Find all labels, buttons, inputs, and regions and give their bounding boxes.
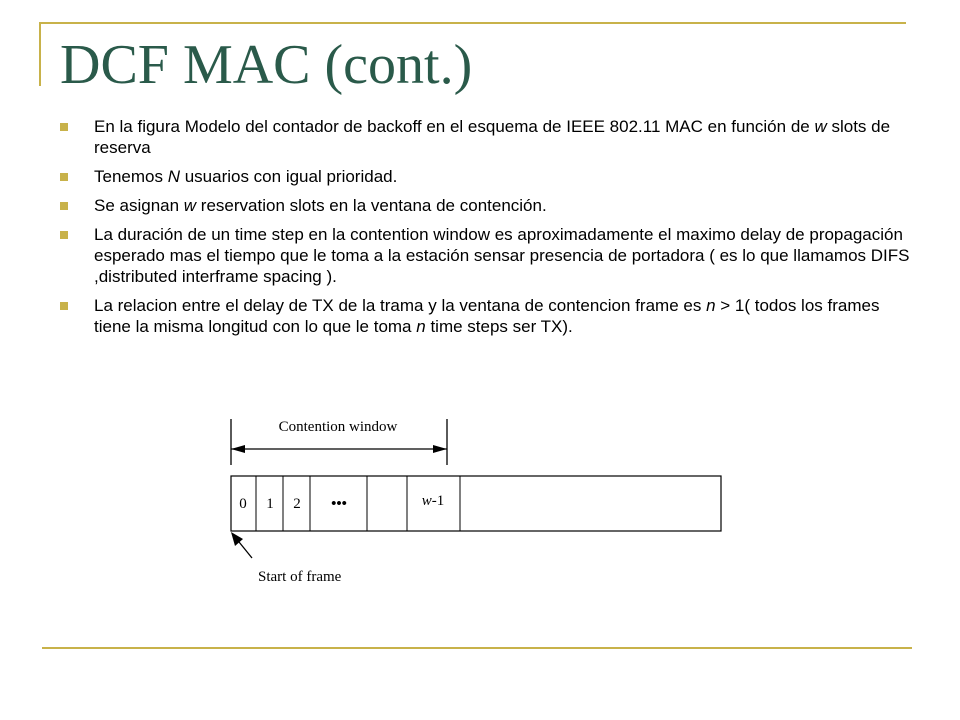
bullet-variable: n	[706, 296, 716, 315]
bullet-square-icon	[60, 202, 68, 210]
bullet-item	[60, 166, 910, 187]
frame-start-label: Start of frame	[258, 569, 342, 585]
bullet-text: > 1( todos los frames tiene la misma longitud con lo que le toma	[94, 296, 880, 336]
slide-title: DCF MAC (cont.)	[60, 34, 473, 96]
bullet-item	[60, 224, 910, 287]
bullet-item	[60, 295, 910, 337]
bullet-text: Tenemos	[94, 167, 168, 186]
bullet-text: usuarios con igual prioridad.	[179, 167, 398, 186]
contention-window-diagram	[220, 405, 740, 590]
slot-label: 0	[239, 496, 247, 512]
bullet-variable: n	[416, 317, 426, 336]
bullet-text: slots de reserva	[94, 117, 891, 157]
bullet-text: La relacion entre el delay de TX de la trama y la ventana de contencion frame es	[94, 296, 707, 315]
bullet-square-icon	[60, 123, 68, 131]
bullet-variable: N	[167, 167, 180, 186]
bottom-rule	[42, 647, 912, 649]
bullet-text: reservation slots en la ventana de contención.	[196, 196, 547, 215]
bullet-square-icon	[60, 302, 68, 310]
bullet-text: La duración de un time step en la contention window es aproximadamente el maximo delay de propagación esperado mas el tiempo que le toma a la estación sensar presencia de portadora ( es lo que llamamos DIFS ,distributed interframe spacing ).	[94, 225, 910, 286]
bullet-item	[60, 116, 910, 158]
last-slot-label	[422, 493, 445, 509]
left-rule	[39, 22, 41, 86]
bullet-text: time steps ser TX).	[425, 317, 573, 336]
slot-label: 1	[266, 496, 274, 512]
slot-ellipsis: •••	[331, 496, 347, 512]
last-slot-var: w	[421, 493, 432, 509]
bullet-text: Se asignan	[94, 196, 184, 215]
frame-box	[231, 476, 721, 531]
bullet-text: En la figura Modelo del contador de backoff en el esquema de IEEE 802.11 MAC en función de	[94, 117, 815, 136]
window-left-arrow-icon	[231, 445, 245, 453]
bullet-list	[60, 116, 910, 345]
window-label: Contention window	[278, 419, 398, 435]
last-slot-suffix: -1	[431, 493, 445, 509]
bullet-square-icon	[60, 173, 68, 181]
bullet-variable: w	[814, 117, 827, 136]
bullet-item	[60, 195, 910, 216]
slot-label: 2	[293, 496, 301, 512]
top-rule	[39, 22, 906, 24]
window-right-arrow-icon	[433, 445, 447, 453]
bullet-square-icon	[60, 231, 68, 239]
bullet-variable: w	[183, 196, 197, 215]
